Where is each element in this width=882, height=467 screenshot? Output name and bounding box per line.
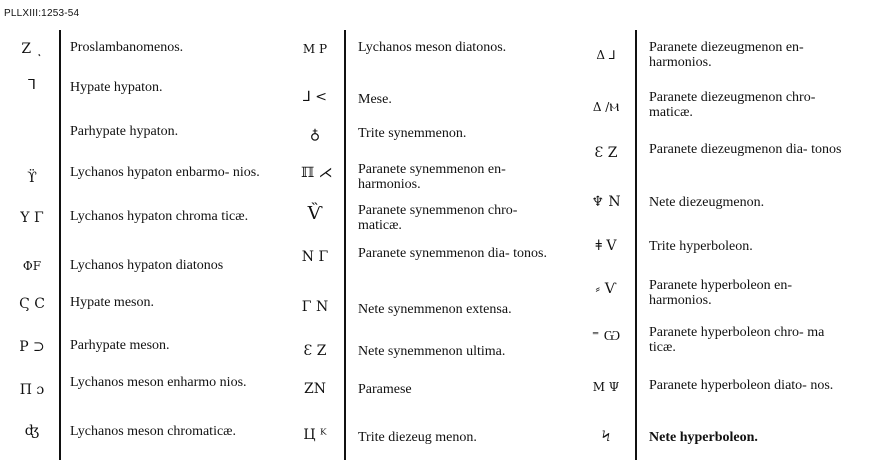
note-name: Trite synemmenon.	[358, 126, 467, 141]
column-1	[0, 0, 295, 467]
page-reference: PLLXIII:1253-54	[4, 8, 80, 19]
notation-symbol: ZN	[304, 381, 326, 397]
note-name: Lychanos meson chromaticæ.	[70, 424, 237, 439]
note-name: Nete synemmenon extensa.	[358, 302, 512, 317]
note-name: Paranete synemmenon dia- tonos.	[358, 246, 547, 261]
note-name: Paranete diezeugmenon dia- tonos	[649, 142, 842, 157]
notation-symbol: M P	[302, 42, 328, 56]
note-name: Hypate meson.	[70, 295, 154, 310]
notation-symbol: Ζ ͺ	[21, 41, 43, 57]
notation-symbol: Ц ᴷ	[303, 427, 327, 443]
notation-symbol: ϔ	[27, 170, 37, 186]
notation-symbol: ℿ ⋌	[301, 165, 333, 181]
column-2	[295, 0, 577, 467]
notation-symbol: Ɛ Z	[303, 343, 327, 359]
column-3	[577, 0, 882, 467]
notation-symbol: N Γ	[301, 249, 329, 265]
notation-symbol: Δ ⅃	[596, 48, 616, 62]
note-name: Paranete hyperboleon diato- nos.	[649, 378, 834, 393]
note-name: Paranete synemmenon en- harmonios.	[358, 162, 506, 192]
note-name: Paranete diezeugmenon en- harmonios.	[649, 40, 804, 70]
note-name: Paranete hyperboleon en- harmonios.	[649, 278, 793, 308]
note-name: Paranete synemmenon chro- maticæ.	[358, 203, 518, 233]
column-divider	[59, 30, 61, 460]
note-name: Paranete diezeugmenon chro- maticæ.	[649, 90, 816, 120]
notation-symbol: ǂ V	[595, 238, 617, 254]
note-name: Paramese	[358, 382, 412, 397]
notation-symbol: P ⊃	[19, 339, 45, 355]
notation-symbol: Ϛ C	[19, 296, 45, 312]
notation-symbol: ♆ N	[591, 194, 621, 210]
column-divider	[344, 30, 346, 460]
notation-symbol: Ɛ Z	[594, 145, 618, 161]
note-name: Hypate hypaton.	[70, 80, 163, 95]
notation-symbol: Ϟ	[601, 429, 611, 445]
notation-symbol: ΦF	[22, 259, 42, 273]
note-name: Lychanos hypaton chroma ticæ.	[70, 209, 249, 224]
notation-symbol: Ѷ	[307, 203, 323, 224]
notation-symbol: ⁼ Ѡ	[591, 328, 621, 344]
note-name: Trite hyperboleon.	[649, 239, 753, 254]
column-divider	[635, 30, 637, 460]
note-name: Parhypate hypaton.	[70, 124, 179, 139]
note-name: Parhypate meson.	[70, 338, 170, 353]
note-name: Lychanos meson diatonos.	[358, 40, 507, 55]
note-name: Nete diezeugmenon.	[649, 195, 765, 210]
notation-symbol: ⅃ <	[303, 89, 327, 105]
notation-symbol: Y Γ	[20, 210, 44, 226]
notation-symbol: ʤ	[24, 423, 40, 439]
note-name: Paranete hyperboleon chro- ma ticæ.	[649, 325, 825, 355]
note-name: Nete hyperboleon.	[649, 430, 758, 445]
notation-symbol: ♁	[309, 127, 321, 143]
note-name: Lychanos hypaton diatonos	[70, 258, 224, 273]
note-name: Proslambanomenos.	[70, 40, 184, 55]
notation-symbol: Δ /Ⲙ	[592, 100, 620, 114]
notation-symbol: Γ N	[301, 299, 329, 315]
note-name: Lychanos meson enharmo nios.	[70, 375, 247, 390]
note-name: Nete synemmenon ultima.	[358, 344, 506, 359]
notation-symbol: M Ψ	[592, 380, 620, 394]
notation-symbol: П ɔ	[19, 382, 45, 398]
note-name: Trite diezeug menon.	[358, 430, 477, 445]
notation-symbol: ⸗ Ѵ	[595, 281, 617, 297]
notation-symbol: ꓶ	[28, 77, 36, 93]
note-name: Lychanos hypaton enbarmo- nios.	[70, 165, 260, 180]
note-name: Mese.	[358, 92, 392, 107]
